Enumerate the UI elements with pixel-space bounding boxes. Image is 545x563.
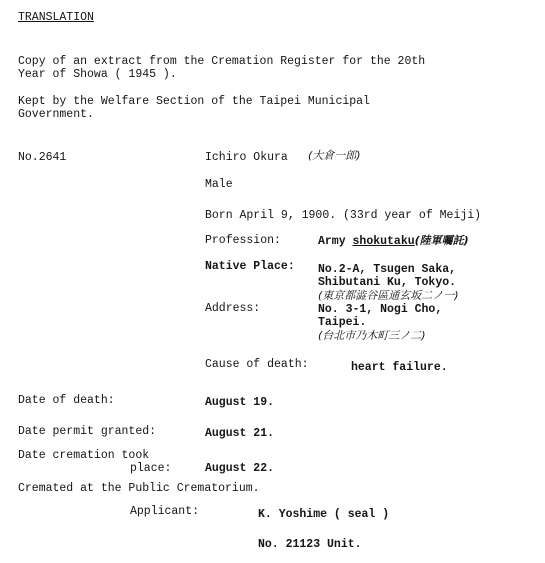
translation-heading: TRANSLATION	[18, 11, 94, 24]
intro-line-2: Year of Showa ( 1945 ).	[18, 68, 177, 81]
address-line-1: No. 3-1, Nogi Cho,	[318, 303, 443, 316]
cause-of-death-value: heart failure.	[351, 361, 448, 374]
address-label: Address:	[205, 302, 261, 315]
applicant-name: K. Yoshime ( seal )	[258, 508, 390, 521]
cause-of-death-label: Cause of death:	[205, 358, 309, 371]
native-place-line-1: No.2-A, Tsugen Saka,	[318, 263, 457, 276]
date-cremation-value: August 22.	[205, 462, 275, 475]
date-cremation-label-line-2: place:	[130, 462, 172, 475]
date-of-death-label: Date of death:	[18, 394, 115, 407]
record-name-japanese: (大倉一郎)	[308, 149, 361, 162]
profession-value	[318, 234, 469, 248]
profession-label: Profession:	[205, 234, 281, 247]
record-number: No.2641	[18, 151, 67, 164]
date-of-death-value: August 19.	[205, 396, 275, 409]
applicant-label: Applicant:	[130, 505, 200, 518]
native-place-japanese: (東京都澁谷區通玄坂二ノ一)	[318, 289, 459, 302]
record-sex: Male	[205, 178, 233, 191]
applicant-unit: No. 21123 Unit.	[258, 538, 362, 551]
address-line-2: Taipei.	[318, 316, 367, 329]
profession-value-plain: Army	[318, 235, 353, 248]
intro-line-1: Copy of an extract from the Cremation Register for the 20th	[18, 55, 426, 68]
intro-line-3: Kept by the Welfare Section of the Taipei Municipal	[18, 95, 370, 108]
native-place-line-2: Shibutani Ku, Tokyo.	[318, 276, 457, 289]
date-permit-label: Date permit granted:	[18, 425, 157, 438]
record-born: Born April 9, 1900. (33rd year of Meiji)	[205, 209, 482, 222]
native-place-label: Native Place:	[205, 260, 295, 273]
profession-value-underlined: shokutaku	[352, 235, 415, 248]
address-japanese: (台北市乃木町三ノ二)	[318, 329, 426, 342]
crematorium-line: Cremated at the Public Crematorium.	[18, 482, 260, 495]
profession-japanese: (陸軍囑託)	[414, 234, 469, 247]
intro-line-4: Government.	[18, 108, 94, 121]
date-cremation-label-line-1: Date cremation took	[18, 449, 150, 462]
record-name: Ichiro Okura	[205, 151, 288, 164]
date-permit-value: August 21.	[205, 427, 275, 440]
